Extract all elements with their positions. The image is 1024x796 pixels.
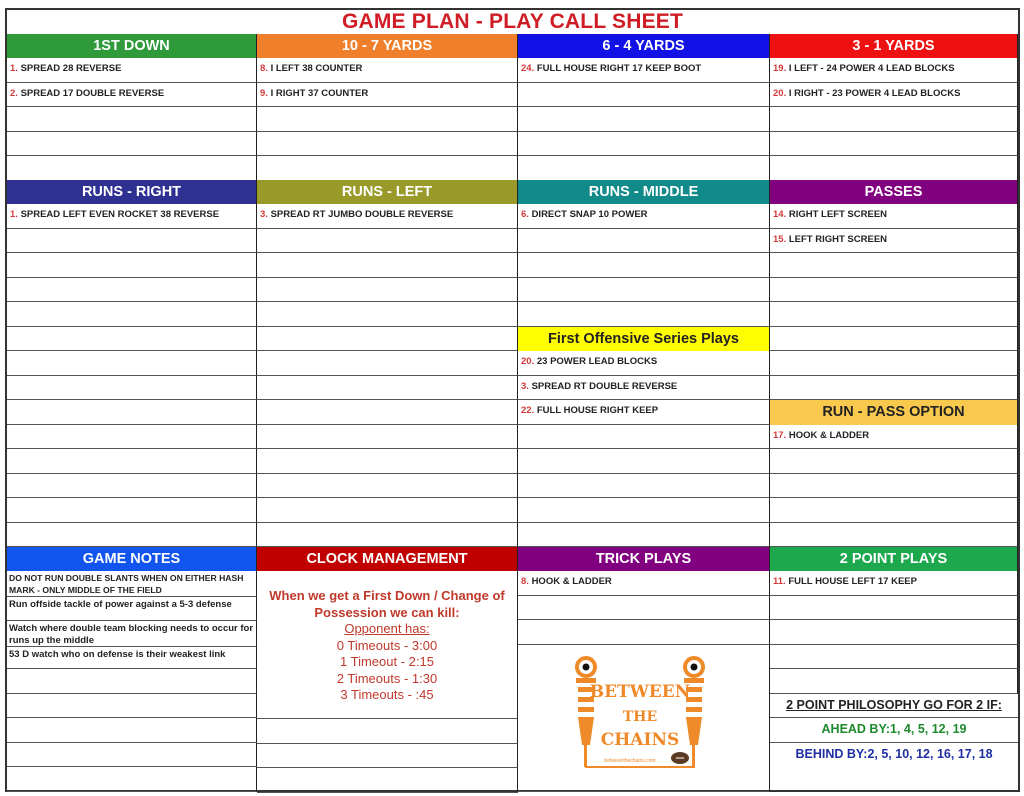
two-point-play-row[interactable] xyxy=(770,645,1018,670)
play-number: 20. xyxy=(521,356,537,367)
header-first-offensive-series: First Offensive Series Plays xyxy=(518,327,770,352)
play-number: 20. xyxy=(773,87,789,99)
game-note[interactable]: 53 D watch who on defense is their weakest link xyxy=(7,647,257,669)
two-point-play-row[interactable] xyxy=(770,596,1018,621)
three-one-yards-row[interactable] xyxy=(770,83,1018,108)
runs-left-row[interactable] xyxy=(257,400,518,425)
runs-middle-row[interactable] xyxy=(518,278,770,303)
two-point-play-row[interactable] xyxy=(770,669,1018,694)
first-series-row[interactable] xyxy=(518,449,770,474)
first-series-row[interactable] xyxy=(518,474,770,499)
first-down-row[interactable] xyxy=(7,83,257,108)
play-name: FULL HOUSE LEFT 17 KEEP xyxy=(788,576,917,587)
play-number: 15. xyxy=(773,233,789,245)
play-name: LEFT RIGHT SCREEN xyxy=(788,233,888,245)
svg-text:CHAINS: CHAINS xyxy=(600,729,680,750)
svg-text:THE: THE xyxy=(622,708,658,725)
play-number: 6. xyxy=(521,209,532,220)
play-number: 14. xyxy=(773,209,789,220)
left-chain-marker-icon xyxy=(576,658,596,767)
runs-right-row[interactable] xyxy=(7,351,257,376)
passes-row[interactable] xyxy=(770,253,1018,278)
header-passes: PASSES xyxy=(770,180,1018,204)
header-game-notes: GAME NOTES xyxy=(7,547,257,571)
first-series-row[interactable] xyxy=(518,351,770,376)
game-note-empty[interactable] xyxy=(7,718,257,743)
header-six-four-yards: 6 - 4 YARDS xyxy=(518,34,770,58)
runs-left-row[interactable] xyxy=(257,498,518,523)
runs-right-row[interactable] xyxy=(7,449,257,474)
play-name: SPREAD 28 REVERSE xyxy=(20,63,122,74)
three-one-yards-row[interactable] xyxy=(770,58,1018,83)
ahead-by-values: AHEAD BY:1, 4, 5, 12, 19 xyxy=(770,718,1018,743)
runs-right-row[interactable] xyxy=(7,253,257,278)
sheet-title: GAME PLAN - PLAY CALL SHEET xyxy=(341,10,684,33)
timeout-line: 3 Timeouts - :45 xyxy=(340,687,434,702)
first-series-row[interactable] xyxy=(518,498,770,523)
play-name: I RIGHT - 23 POWER 4 LEAD BLOCKS xyxy=(788,87,961,99)
play-name: I LEFT 38 COUNTER xyxy=(270,63,363,74)
run-pass-row[interactable] xyxy=(770,474,1018,499)
first-series-row[interactable] xyxy=(518,523,770,548)
first-down-row[interactable] xyxy=(7,132,257,157)
six-four-yards-row[interactable] xyxy=(518,83,770,108)
trick-play-row[interactable] xyxy=(518,620,770,645)
play-name: SPREAD 17 DOUBLE REVERSE xyxy=(20,87,165,99)
run-pass-row[interactable] xyxy=(770,498,1018,523)
play-number: 17. xyxy=(773,429,789,441)
play-name: HOOK & LADDER xyxy=(531,576,612,587)
ten-seven-yards-row[interactable] xyxy=(257,83,518,108)
clock-subhead: Opponent has: xyxy=(344,621,430,636)
timeout-line: 0 Timeouts - 3:00 xyxy=(336,637,438,653)
play-number: 8. xyxy=(260,63,271,74)
two-point-play-row[interactable] xyxy=(770,571,1018,596)
play-number: 3. xyxy=(260,209,271,220)
timeout-line: 2 Timeouts - 1:30 xyxy=(336,670,438,686)
runs-left-row[interactable] xyxy=(257,474,518,499)
six-four-yards-row[interactable] xyxy=(518,58,770,83)
play-number: 22. xyxy=(521,405,537,416)
header-ten-seven-yards: 10 - 7 YARDS xyxy=(257,34,518,58)
first-series-row[interactable] xyxy=(518,376,770,401)
game-note[interactable]: DO NOT RUN DOUBLE SLANTS WHEN ON EITHER HASH MARK - ONLY MIDDLE OF THE FIELD xyxy=(7,571,257,597)
ten-seven-yards-row[interactable] xyxy=(257,132,518,157)
game-note-empty[interactable] xyxy=(7,767,257,792)
header-first-down: 1ST DOWN xyxy=(7,34,257,58)
clock-row-empty[interactable] xyxy=(257,744,518,769)
six-four-yards-row[interactable] xyxy=(518,156,770,181)
svg-text:BETWEEN: BETWEEN xyxy=(589,681,691,702)
clock-lead-text: When we get a First Down / Change of Possession we can kill: xyxy=(269,588,505,620)
first-series-row[interactable] xyxy=(518,400,770,425)
run-pass-row[interactable] xyxy=(770,523,1018,548)
header-two-point-plays: 2 POINT PLAYS xyxy=(770,547,1018,571)
play-number: 2. xyxy=(10,87,21,99)
runs-left-row[interactable] xyxy=(257,327,518,352)
passes-row[interactable] xyxy=(770,204,1018,229)
two-point-play-row[interactable] xyxy=(770,620,1018,645)
football-icon xyxy=(671,752,689,764)
runs-left-row[interactable] xyxy=(257,229,518,254)
two-point-philosophy-heading: 2 POINT PHILOSOPHY GO FOR 2 IF: xyxy=(770,694,1018,719)
game-note[interactable]: Run offside tackle of power against a 5-3 defense xyxy=(7,597,257,621)
run-pass-row[interactable] xyxy=(770,449,1018,474)
first-down-row[interactable] xyxy=(7,107,257,132)
runs-right-row[interactable] xyxy=(7,302,257,327)
passes-row[interactable] xyxy=(770,229,1018,254)
ten-seven-yards-row[interactable] xyxy=(257,107,518,132)
timeout-line: 1 Timeout - 2:15 xyxy=(340,654,434,669)
header-trick-plays: TRICK PLAYS xyxy=(518,547,770,571)
header-clock-management: CLOCK MANAGEMENT xyxy=(257,547,518,571)
play-number: 24. xyxy=(521,63,537,74)
passes-row[interactable] xyxy=(770,327,1018,352)
runs-left-row[interactable] xyxy=(257,449,518,474)
ten-seven-yards-row[interactable] xyxy=(257,58,518,83)
passes-row[interactable] xyxy=(770,278,1018,303)
play-number: 1. xyxy=(10,63,21,74)
passes-row[interactable] xyxy=(770,376,1018,401)
play-call-sheet xyxy=(5,8,1020,792)
runs-right-row[interactable] xyxy=(7,204,257,229)
runs-right-row[interactable] xyxy=(7,376,257,401)
runs-middle-row[interactable] xyxy=(518,204,770,229)
runs-left-row[interactable] xyxy=(257,351,518,376)
first-series-row[interactable] xyxy=(518,425,770,450)
runs-left-row[interactable] xyxy=(257,278,518,303)
play-name: SPREAD RT DOUBLE REVERSE xyxy=(531,380,678,392)
header-three-one-yards: 3 - 1 YARDS xyxy=(770,34,1018,58)
play-name: SPREAD LEFT EVEN ROCKET 38 REVERSE xyxy=(20,209,220,220)
clock-management-box xyxy=(257,571,518,719)
play-name: RIGHT LEFT SCREEN xyxy=(788,209,888,220)
play-number: 1. xyxy=(10,209,21,220)
runs-right-row[interactable] xyxy=(7,278,257,303)
play-number: 9. xyxy=(260,87,271,99)
runs-middle-row[interactable] xyxy=(518,253,770,278)
runs-left-row[interactable] xyxy=(257,523,518,548)
play-name: FULL HOUSE RIGHT 17 KEEP BOOT xyxy=(536,63,702,74)
first-down-row[interactable] xyxy=(7,156,257,181)
first-down-row[interactable] xyxy=(7,58,257,83)
runs-right-row[interactable] xyxy=(7,523,257,548)
clock-row-empty[interactable] xyxy=(257,768,518,793)
runs-right-row[interactable] xyxy=(7,229,257,254)
header-run-pass-option: RUN - PASS OPTION xyxy=(770,400,1018,425)
play-number: 3. xyxy=(521,380,532,392)
runs-left-row[interactable] xyxy=(257,376,518,401)
header-runs-left: RUNS - LEFT xyxy=(257,180,518,204)
passes-row[interactable] xyxy=(770,351,1018,376)
play-name: HOOK & LADDER xyxy=(788,429,870,441)
play-number: 11. xyxy=(773,576,789,587)
runs-middle-row[interactable] xyxy=(518,302,770,327)
trick-play-row[interactable] xyxy=(518,571,770,596)
runs-left-row[interactable] xyxy=(257,302,518,327)
runs-left-row[interactable] xyxy=(257,425,518,450)
play-number: 19. xyxy=(773,63,789,74)
passes-row[interactable] xyxy=(770,302,1018,327)
three-one-yards-row[interactable] xyxy=(770,132,1018,157)
play-name: FULL HOUSE RIGHT KEEP xyxy=(536,405,659,416)
runs-middle-row[interactable] xyxy=(518,229,770,254)
run-pass-row[interactable] xyxy=(770,425,1018,450)
runs-right-row[interactable] xyxy=(7,400,257,425)
between-the-chains-logo xyxy=(518,645,770,795)
play-name: 23 POWER LEAD BLOCKS xyxy=(536,356,658,367)
play-name: DIRECT SNAP 10 POWER xyxy=(531,209,648,220)
game-note-empty[interactable] xyxy=(7,669,257,694)
game-note-empty[interactable] xyxy=(7,694,257,719)
six-four-yards-row[interactable] xyxy=(518,107,770,132)
header-runs-right: RUNS - RIGHT xyxy=(7,180,257,204)
three-one-yards-row[interactable] xyxy=(770,107,1018,132)
three-one-yards-row[interactable] xyxy=(770,156,1018,181)
play-number: 8. xyxy=(521,576,532,587)
play-name: I LEFT - 24 POWER 4 LEAD BLOCKS xyxy=(788,63,955,74)
svg-text:betweenthechains.com: betweenthechains.com xyxy=(604,757,656,764)
runs-right-row[interactable] xyxy=(7,474,257,499)
runs-right-row[interactable] xyxy=(7,498,257,523)
runs-right-row[interactable] xyxy=(7,327,257,352)
runs-right-row[interactable] xyxy=(7,425,257,450)
game-note-empty[interactable] xyxy=(7,743,257,768)
header-runs-middle: RUNS - MIDDLE xyxy=(518,180,770,204)
six-four-yards-row[interactable] xyxy=(518,132,770,157)
trick-play-row[interactable] xyxy=(518,596,770,621)
play-name: SPREAD RT JUMBO DOUBLE REVERSE xyxy=(270,209,454,220)
runs-left-row[interactable] xyxy=(257,204,518,229)
play-name: I RIGHT 37 COUNTER xyxy=(270,87,369,99)
ten-seven-yards-row[interactable] xyxy=(257,156,518,181)
clock-row-empty[interactable] xyxy=(257,719,518,744)
behind-by-values: BEHIND BY:2, 5, 10, 12, 16, 17, 18 xyxy=(795,746,993,761)
runs-left-row[interactable] xyxy=(257,253,518,278)
logo-box xyxy=(518,645,770,793)
game-note[interactable]: Watch where double team blocking needs to occur for runs up the middle xyxy=(7,621,257,647)
right-chain-marker-icon xyxy=(684,658,704,767)
